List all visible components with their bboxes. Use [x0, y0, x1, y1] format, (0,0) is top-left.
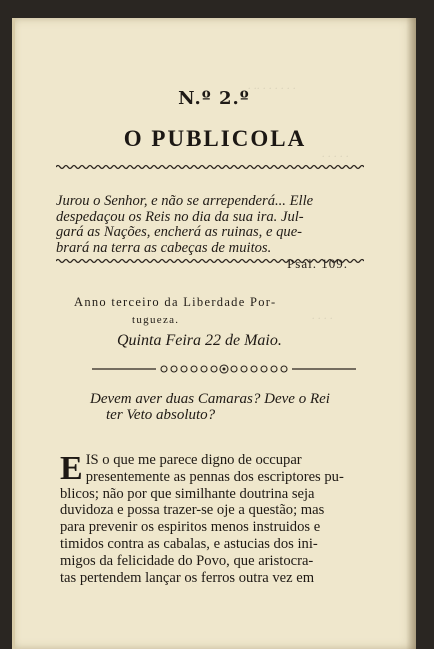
- show-through-text: . . . . .: [322, 146, 349, 160]
- body-line: timidos contra as cabalas, e astucias dos ini-: [60, 535, 318, 552]
- page-left-edge: [12, 18, 15, 649]
- show-through-text: . . . .: [312, 308, 333, 322]
- issue-number: N.º 2.º: [178, 88, 250, 109]
- epigraph-line: despedaçou os Reis no dia da sua ira. Jul-: [56, 208, 304, 225]
- page: [12, 18, 416, 649]
- wavy-rule-top: [56, 164, 364, 170]
- body-line: para prevenir os espiritos menos instruidos e: [60, 519, 321, 536]
- body-line: duvidoza e possa trazer-se oje a questão; mas: [60, 502, 325, 519]
- epigraph-line: Jurou o Senhor, e não se arrependerá... Elle: [56, 193, 314, 209]
- epigraph-reference: Psal. 109.: [287, 256, 348, 271]
- article-heading: [90, 391, 390, 423]
- year-line-2: tugueza.: [132, 314, 180, 326]
- body-line: IS o que me parece digno de occupar: [85, 452, 302, 468]
- page-gutter-shadow: [406, 18, 416, 649]
- year-line-1: Anno terceiro da Liberdade Por-: [74, 295, 277, 309]
- epigraph-line: brará na terra as cabeças de muitos.: [56, 239, 272, 256]
- issue-date: Quinta Feira 22 de Maio.: [117, 332, 282, 349]
- drop-cap: E: [60, 450, 83, 487]
- show-through-text: . .. . . . . . .: [248, 78, 296, 92]
- ornamental-divider: [92, 362, 356, 376]
- body-line: presentemente as pennas dos escriptores pu-: [85, 468, 344, 485]
- body-line: migos da felicidade do Povo, que aristocra-: [60, 552, 314, 569]
- body-line: blicos; não por que similhante doutrina seja: [60, 485, 315, 502]
- year-line: [74, 293, 364, 329]
- epigraph-line: gará as Nações, encherá as ruinas, e que-: [56, 224, 303, 240]
- article-body: [60, 452, 360, 586]
- wavy-rule-bottom: [56, 258, 364, 264]
- body-line: tas pertendem lançar os ferros outra vez em: [60, 569, 315, 586]
- newspaper-title: O PUBLICOLA: [123, 126, 307, 151]
- heading-line-1: Devem aver duas Camaras? Deve o Rei: [90, 391, 330, 407]
- heading-line-2: ter Veto absoluto?: [106, 407, 216, 423]
